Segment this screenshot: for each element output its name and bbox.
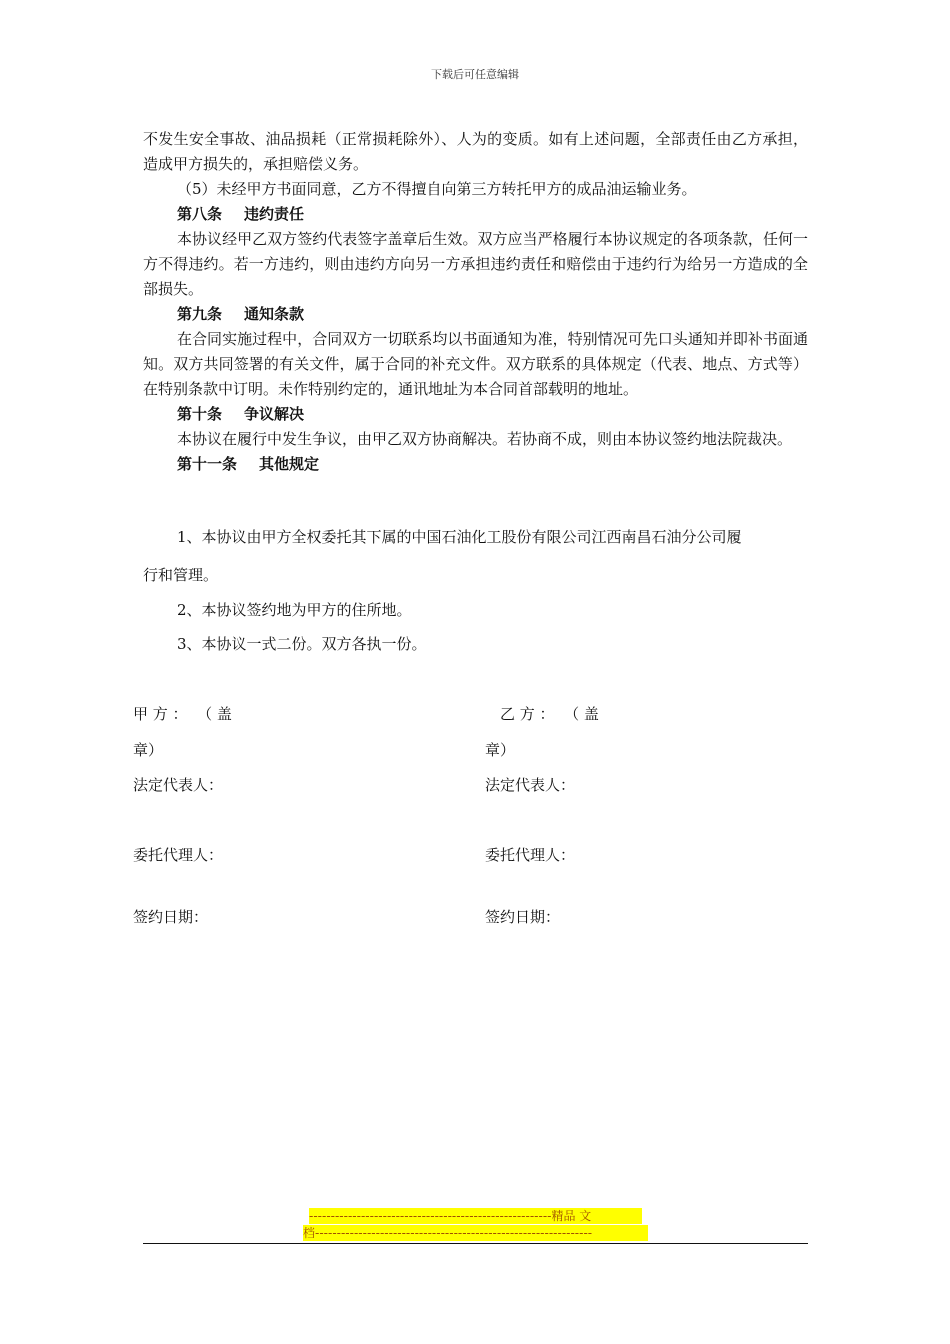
article-9-heading bbox=[143, 302, 808, 327]
article-10-heading bbox=[143, 402, 808, 427]
article-9-number: 第九条 bbox=[177, 305, 223, 323]
article-11-title: 其他规定 bbox=[259, 455, 320, 473]
party-b-seal-line-2: 章） bbox=[485, 741, 516, 759]
party-b-legal-rep-label: 法定代表人： bbox=[485, 776, 576, 794]
party-a-date-label: 签约日期： bbox=[133, 908, 209, 926]
article-9-title: 通知条款 bbox=[244, 305, 305, 323]
item-2-text: 2、本协议签约地为甲方的住所地。 bbox=[177, 601, 412, 619]
item-1-line-1: 1、本协议由甲方全权委托其下属的中国石油化工股份有限公司江西南昌石油分公司履 bbox=[177, 528, 742, 546]
footer-watermark-line-2: 档---------------------------------------------------------------- bbox=[303, 1225, 648, 1241]
paragraph-safety: 不发生安全事故、油品损耗（正常损耗除外）、人为的变质。如有上述问题，全部责任由乙方承担，造成甲方损失的，承担赔偿义务。 bbox=[143, 130, 808, 173]
party-b-seal-line-1: 乙 方 ： （ 盖 bbox=[500, 705, 599, 723]
footer-watermark-line-1: --------------------------------------------------------精品 文 bbox=[309, 1208, 642, 1224]
item-3-text: 3、本协议一式二份。双方各执一份。 bbox=[177, 635, 427, 653]
item-3 bbox=[143, 632, 808, 657]
article-8-heading bbox=[143, 202, 808, 227]
item-1 bbox=[143, 525, 808, 550]
party-b-date-label: 签约日期： bbox=[485, 908, 561, 926]
article-11-heading bbox=[143, 452, 808, 477]
article-10-number: 第十条 bbox=[177, 405, 223, 423]
paragraph-dispute: 本协议在履行中发生争议，由甲乙双方协商解决。若协商不成，则由本协议签约地法院裁决。 bbox=[177, 430, 793, 448]
article-11-number: 第十一条 bbox=[177, 455, 238, 473]
article-8-number: 第八条 bbox=[177, 205, 223, 223]
article-10-title: 争议解决 bbox=[244, 405, 305, 423]
contract-body bbox=[143, 127, 808, 477]
party-a-seal-line-2: 章） bbox=[133, 741, 164, 759]
item-2 bbox=[143, 598, 808, 623]
paragraph-breach: 本协议经甲乙双方签约代表签字盖章后生效。双方应当严格履行本协议规定的各项条款，任何一方不得违约。若一方违约，则由违约方向另一方承担违约责任和赔偿由于违约行为给另一方造成的全部损失。 bbox=[143, 230, 808, 298]
paragraph-clause-5: （5）未经甲方书面同意，乙方不得擅自向第三方转托甲方的成品油运输业务。 bbox=[177, 180, 697, 198]
article-8-title: 违约责任 bbox=[244, 205, 305, 223]
paragraph-notice: 在合同实施过程中，合同双方一切联系均以书面通知为准，特别情况可先口头通知并即补书面通知。双方共同签署的有关文件，属于合同的补充文件。双方联系的具体规定（代表、地点、方式等）在特别条款中订明。未作特别约定的，通讯地址为本合同首部载明的地址。 bbox=[143, 330, 808, 398]
page-header: 下载后可任意编辑 bbox=[431, 68, 519, 81]
footer-rule bbox=[143, 1243, 808, 1244]
item-1-continued bbox=[143, 563, 808, 588]
party-a-seal-line-1: 甲 方 ： （ 盖 bbox=[133, 705, 232, 723]
party-a-agent-label: 委托代理人： bbox=[133, 846, 224, 864]
party-a-legal-rep-label: 法定代表人： bbox=[133, 776, 224, 794]
party-b-agent-label: 委托代理人： bbox=[485, 846, 576, 864]
item-1-line-2: 行和管理。 bbox=[143, 566, 219, 584]
